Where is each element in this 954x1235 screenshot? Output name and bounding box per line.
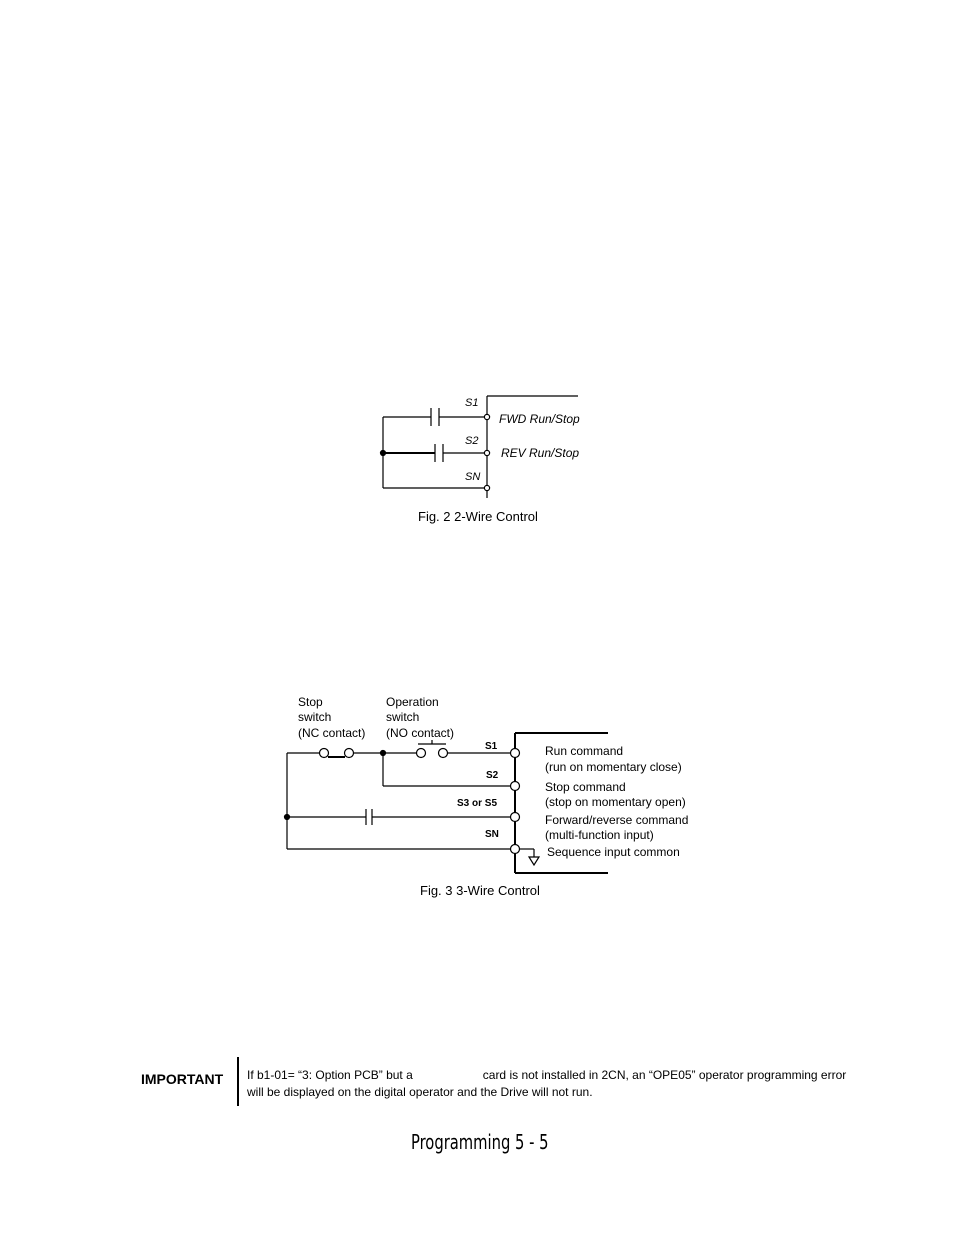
fig2-terminal-s2: S2 <box>465 435 479 447</box>
fig3-run-command-label: Run command (run on momentary close) <box>545 744 682 774</box>
fig2-fwd-label: FWD Run/Stop <box>499 412 580 426</box>
page-footer: Programming 5 - 5 <box>411 1130 549 1154</box>
fig3-terminal-sn: SN <box>485 829 499 840</box>
fig3-common-label: Sequence input common <box>547 845 680 859</box>
important-text-part2: card is not installed in 2CN, an “OPE05” operator programming error will be displayed on the digital operator and the Drive will not run. <box>247 1068 847 1099</box>
important-text <box>247 1067 847 1101</box>
fig3-stop-command-label: Stop command (stop on momentary open) <box>545 780 686 809</box>
important-divider <box>237 1057 239 1106</box>
fig2-terminal-s1: S1 <box>465 397 479 409</box>
fig3-caption: Fig. 3 3-Wire Control <box>420 883 540 898</box>
fig2-caption: Fig. 2 2-Wire Control <box>418 509 538 524</box>
fig3-fwdrev-command-label: Forward/reverse command (multi-function input) <box>545 813 689 842</box>
important-label: IMPORTANT <box>141 1071 224 1087</box>
fig3-stop-switch-label: Stop switch (NC contact) <box>298 695 366 740</box>
fig3-operation-switch-label: Operation switch (NO contact) <box>386 695 455 740</box>
fig3-terminal-s2: S2 <box>486 770 499 781</box>
fig3-terminal-s1: S1 <box>485 741 498 752</box>
fig2-terminal-sn: SN <box>465 471 481 483</box>
important-text-part1: If b1-01= “3: Option PCB” but a <box>247 1068 413 1082</box>
fig3-terminal-s3: S3 or S5 <box>457 798 498 809</box>
fig2-rev-label: REV Run/Stop <box>501 446 580 460</box>
